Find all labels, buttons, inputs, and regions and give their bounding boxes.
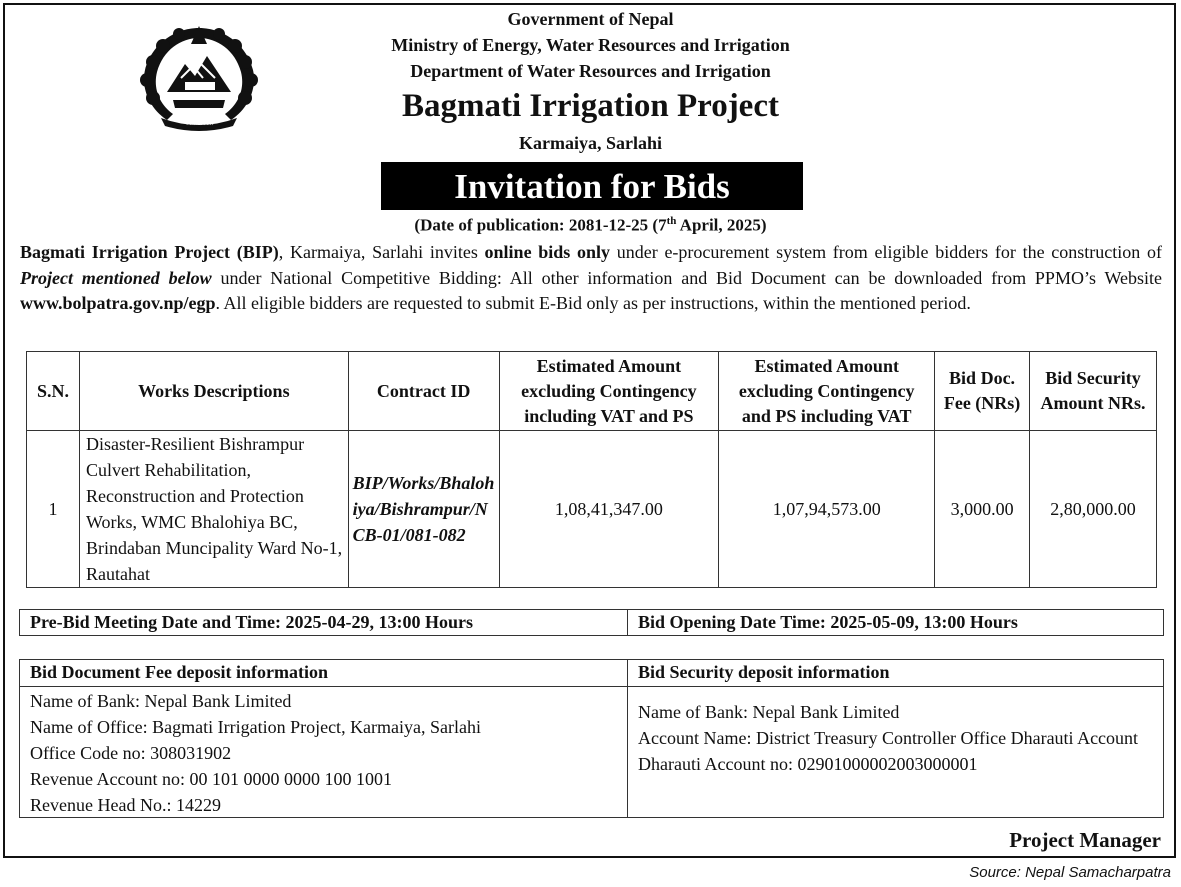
ppmo-website-link[interactable]: www.bolpatra.gov.np/egp	[20, 293, 216, 313]
header-est2: Estimated Amount excluding Contingency and PS including VAT	[719, 352, 935, 431]
intro-paragraph: Bagmati Irrigation Project (BIP), Karmaiya, Sarlahi invites online bids only under e-procurement system from eligible bidders for the construction of Project mentioned below under National Competitive Bidding: All other information and Bid Document can be downloaded from PPMO’s Website www.bolpatra.gov.np/egp. All eligible bidders are requested to submit E-Bid only as per instructions, within the mentioned period.	[20, 242, 1162, 313]
department-name: Department of Water Resources and Irrigation	[410, 61, 771, 81]
cell-fee: 3,000.00	[935, 431, 1030, 588]
ministry-name: Ministry of Energy, Water Resources and Irrigation	[391, 35, 790, 55]
fee-office-code: Office Code no: 308031902	[30, 743, 232, 763]
fee-office: Name of Office: Bagmati Irrigation Project, Karmaiya, Sarlahi	[30, 717, 482, 737]
security-bank: Name of Bank: Nepal Bank Limited	[638, 702, 900, 722]
works-table	[26, 351, 1157, 588]
fee-revenue-account: Revenue Account no: 00 101 0000 0000 100 1001	[30, 769, 392, 789]
cell-est2: 1,07,94,573.00	[719, 431, 935, 588]
header-security: Bid Security Amount NRs.	[1030, 352, 1157, 431]
header-contract: Contract ID	[348, 352, 499, 431]
government-name: Government of Nepal	[507, 9, 674, 29]
bid-opening: Bid Opening Date Time: 2025-05-09, 13:00 Hours	[638, 612, 1018, 632]
deposit-info	[19, 659, 1164, 818]
security-deposit-heading: Bid Security deposit information	[638, 662, 890, 682]
publication-date: (Date of publication: 2081-12-25 (7th April, 2025)	[414, 215, 767, 235]
fee-bank: Name of Bank: Nepal Bank Limited	[30, 691, 292, 711]
fee-revenue-head: Revenue Head No.: 14229	[30, 795, 221, 815]
prebid-meeting: Pre-Bid Meeting Date and Time: 2025-04-29, 13:00 Hours	[20, 610, 628, 635]
cell-est1: 1,08,41,347.00	[499, 431, 719, 588]
cell-sn: 1	[27, 431, 80, 588]
fee-deposit-details	[20, 687, 628, 818]
security-account-no: Dharauti Account no: 02901000002003000001	[638, 754, 978, 774]
header-fee: Bid Doc. Fee (NRs)	[935, 352, 1030, 431]
notice-title: Invitation for Bids	[381, 162, 803, 210]
cell-contract: BIP/Works/Bhalohiya/Bishrampur/NCB-01/081-082	[348, 431, 499, 588]
header-est1: Estimated Amount excluding Contingency including VAT and PS	[499, 352, 719, 431]
fee-deposit-heading: Bid Document Fee deposit information	[20, 660, 628, 686]
signatory: Project Manager	[1009, 828, 1161, 852]
source-credit: Source: Nepal Samacharpatra	[969, 864, 1171, 881]
svg-text:नेपाल सरकार: नेपाल सरकार	[184, 121, 214, 127]
cell-works: Disaster-Resilient Bishrampur Culvert Rehabilitation, Reconstruction and Protection Works, WMC Bhalohiya BC, Brindaban Muncipality Ward No-1, Rautahat	[79, 431, 348, 588]
project-location: Karmaiya, Sarlahi	[519, 133, 662, 153]
table-row	[27, 431, 1157, 588]
security-deposit-details	[628, 687, 1163, 818]
header-sn: S.N.	[27, 352, 80, 431]
security-account-name: Account Name: District Treasury Controller Office Dharauti Account	[638, 728, 1139, 748]
table-header-row	[27, 352, 1157, 431]
meeting-dates	[19, 609, 1164, 636]
cell-security: 2,80,000.00	[1030, 431, 1157, 588]
project-title: Bagmati Irrigation Project	[402, 88, 779, 124]
header-works: Works Descriptions	[79, 352, 348, 431]
